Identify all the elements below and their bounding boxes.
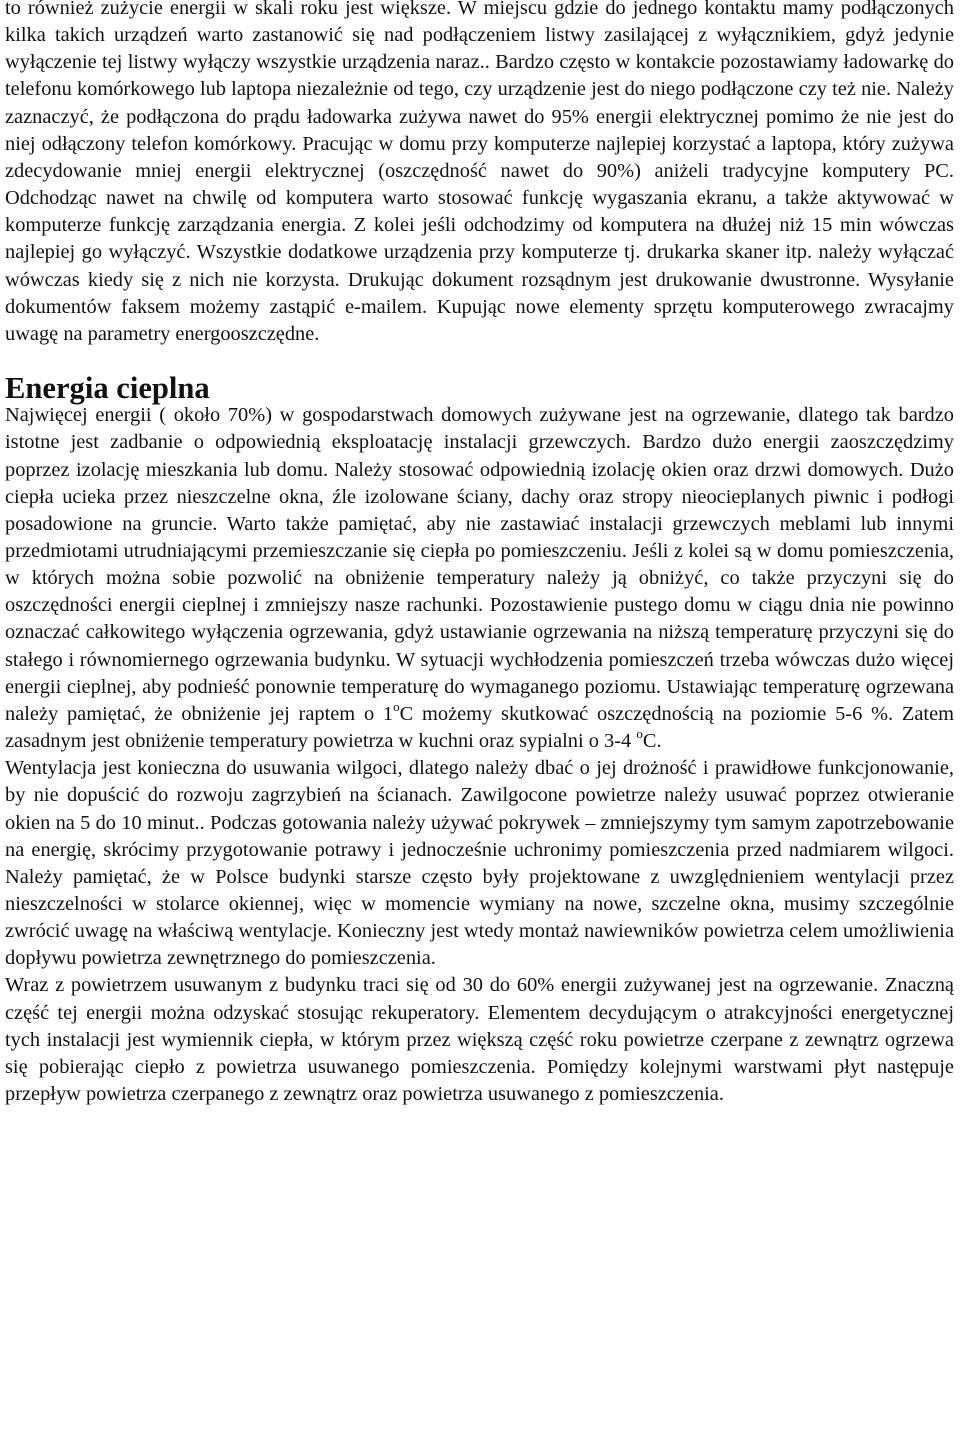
- heating-paragraph: [5, 402, 954, 755]
- heating-text-part1: Najwięcej energii ( około 70%) w gospodarstwach domowych zużywane jest na ogrzewanie, dlatego tak bardzo istotne jest zadbanie o odpowiednią eksploatację instalacji grzewczych. Bardzo dużo energii zaoszczędzimy poprzez izolację mieszkania lub domu. Należy stosować odpowiednią izolację okien oraz drzwi domowych. Dużo ciepła ucieka przez nieszczelne okna, źle izolowane ściany, dachy oraz stropy nieocieplanych piwnic i podłogi posadowione na gruncie. Warto także pamiętać, aby nie zastawiać instalacji grzewczych meblami lub innymi przedmiotami utrudniającymi przemieszczanie się ciepła po pomieszczeniu. Jeśli z kolei są w domu pomieszczenia, w których można sobie pozwolić na obniżenie temperatury należy ją obniżyć, co także przyczyni się do oszczędności energii cieplnej i zmniejszy nasze rachunki. Pozostawienie pustego domu w ciągu dnia nie powinno oznaczać całkowitego wyłączenia ogrzewania, gdyż ustawianie ogrzewania na niższą temperaturę przyczyni się do stałego i równomiernego ogrzewania budynku. W sytuacji wychłodzenia pomieszczeń trzeba wówczas dużo więcej energii cieplnej, aby podnieść ponownie temperaturę do wymaganego poziomu. Ustawiając temperaturę ogrzewana należy pamiętać, że obniżenie jej raptem o 1: [5, 404, 954, 725]
- heat-recovery-paragraph: Wraz z powietrzem usuwanym z budynku traci się od 30 do 60% energii zużywanej jest na ogrzewanie. Znaczną część tej energii można odzyskać stosując rekuperatory. Elementem decydującym o atrakcyjności energetycznej tych instalacji jest wymiennik ciepła, w którym przez większą część roku powietrze czerpane z zewnątrz ogrzewa się pobierając ciepło z powietrza usuwanego pomieszczenia. Pomiędzy kolejnymi warstwami płyt następuje przepływ powietrza czerpanego z zewnątrz oraz powietrza usuwanego z pomieszczenia.: [5, 974, 954, 1106]
- ventilation-paragraph: Wentylacja jest konieczna do usuwania wilgoci, dlatego należy dbać o jej drożność i prawidłowe funkcjonowanie, by nie dopuścić do rozwoju zagrzybień na ścianach. Zawilgocone powietrze należy usuwać poprzez otwieranie okien na 5 do 10 minut.. Podczas gotowania należy używać pokrywek – zmniejszymy tym samym zapotrzebowanie na energię, skrócimy przygotowanie potrawy i jednocześnie uchronimy pomieszczenia przed nadmiarem wilgoci. Należy pamiętać, że w Polsce budynki starsze często były projektowane z uwzględnieniem wentylacji przez nieszczelności w stolarce okiennej, więc w momencie wymiany na nowe, szczelne okna, musimy szczególnie zwrócić uwagę na właściwą wentylacje. Konieczny jest wtedy montaż nawiewników powietrza celem umożliwienia dopływu powietrza zewnętrznego do pomieszczenia.: [5, 757, 954, 970]
- degree-superscript: o: [636, 726, 643, 742]
- degree-superscript: o: [393, 699, 400, 715]
- heating-text-part3: C.: [642, 730, 662, 753]
- section-heading-thermal-energy: Energia cieplna: [5, 371, 210, 406]
- energy-devices-paragraph: to również zużycie energii w skali roku jest większe. W miejscu gdzie do jednego kontaktu mamy podłączonych kilka takich urządzeń warto zastanowić się nad podłączeniem listwy zasilającej z wyłącznikiem, gdyż jedynie wyłączenie tej listwy wyłączy wszystkie urządzenia naraz.. Bardzo często w kontakcie pozostawiamy ładowarkę do telefonu komórkowego lub laptopa niezależnie od tego, czy urządzenie jest do niego podłączone czy też nie. Należy zaznaczyć, że podłączona do prądu ładowarka zużywa nawet do 95% energii elektrycznej pomimo że nie jest do niej odłączony telefon komórkowy. Pracując w domu przy komputerze najlepiej korzystać a laptopa, który zużywa zdecydowanie mniej energii elektrycznej (oszczędność nawet do 90%) aniżeli tradycyjne komputery PC. Odchodząc nawet na chwilę od komputera warto stosować funkcję wygaszania ekranu, a także aktywować w komputerze funkcję zarządzania energia. Z kolei jeśli odchodzimy od komputera na dłużej niż 15 min wówczas najlepiej go wyłączyć. Wszystkie dodatkowe urządzenia przy komputerze tj. drukarka skaner itp. należy wyłączać wówczas kiedy się z nich nie korzysta. Drukując dokument rozsądnym jest drukowanie dwustronne. Wysyłanie dokumentów faksem możemy zastąpić e-mailem. Kupując nowe elementy sprzętu komputerowego zwracajmy uwagę na parametry energooszczędne.: [5, 0, 954, 345]
- heating-text-part2: C możemy skutkować oszczędnością na poziomie 5-6 %. Zatem zasadnym jest obniżenie temperatury powietrza w kuchni oraz sypialni o 3-4: [5, 702, 954, 753]
